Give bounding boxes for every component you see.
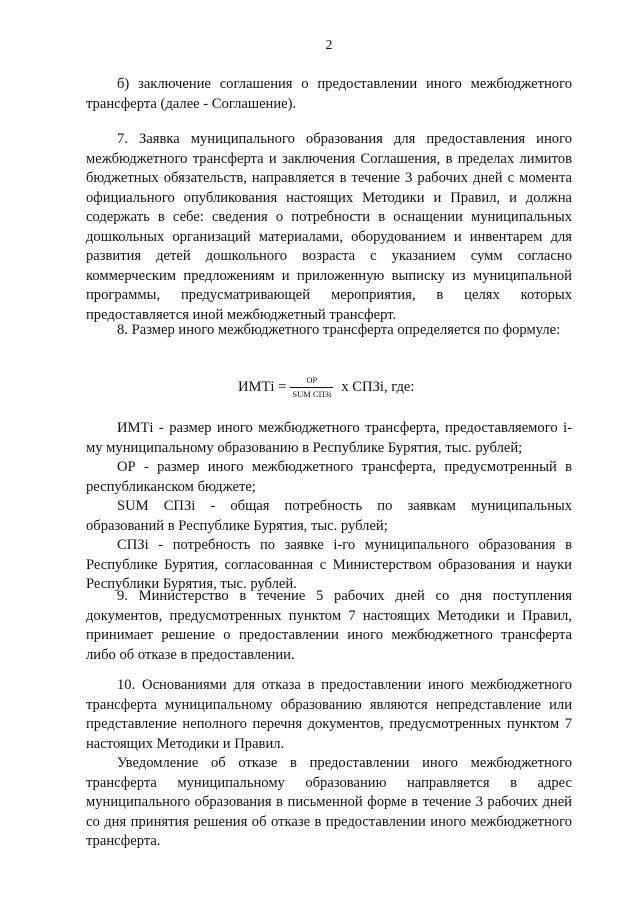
definition-spzi: СПЗi - потребность по заявке i-го муниципального образования в Республике Бурятия, согласованная с Министерством образования и науки Республики Бурятия, тыс. рублей. <box>86 537 572 592</box>
formula <box>238 365 414 409</box>
formula-denominator: SUM СПЗi <box>292 388 332 399</box>
clause-7-paragraph: 7. Заявка муниципального образования для предоставления иного межбюджетного трансферта и заключения Соглашения, в пределах лимитов бюджетных обязательств, направляется в течение 3 рабочих дней с момента официального опубликования настоящих Методики и Правил, и должна содержать в себе: сведения о потребности в оснащении муниципальных дошкольных организаций материалами, оборудованием и инвентарем для развития детей дошкольного возраста с указанием сумм согласно коммерческим предложениям и приложенную выписку из муниципальной программы, предусматривающей мероприятия, в целях которых предоставляется иной межбюджетный трансферт. <box>86 131 572 323</box>
item-b-paragraph: б) заключение соглашения о предоставлении иного межбюджетного трансферта (далее - Соглашение). <box>86 76 572 112</box>
clause-10-notice-paragraph: Уведомление об отказе в предоставлении иного межбюджетного трансферта муниципальному образованию направляется в адрес муниципального образования в письменной форме в течение 3 рабочих дней со дня принятия решения об отказе в предоставлении иного межбюджетного трансферта. <box>86 755 572 849</box>
document-page <box>86 0 572 905</box>
formula-rhs: x СПЗi, где: <box>341 378 415 395</box>
fraction-bar <box>290 387 333 388</box>
formula-fraction <box>290 375 333 400</box>
clause-8-paragraph: 8. Размер иного межбюджетного трансферта определяется по формуле: <box>117 322 561 338</box>
definition-imti: ИМТi - размер иного межбюджетного трансферта, предоставляемого i-му муниципальному образованию в Республике Бурятия, тыс. рублей; <box>86 420 572 456</box>
clause-10-paragraph: 10. Основаниями для отказа в предоставлении иного межбюджетного трансферта муниципальному образованию являются непредставление или представление неполного перечня документов, предусмотренных пунктом 7 настоящих Методики и Правил. <box>86 677 572 752</box>
formula-numerator: ОР <box>306 374 318 385</box>
definition-or: ОР - размер иного межбюджетного трансферта, предусмотренный в республиканском бюджете; <box>86 459 572 495</box>
formula-lhs: ИМТi = <box>238 378 287 395</box>
definition-sum-spzi: SUM СПЗi - общая потребность по заявкам муниципальных образований в Республике Бурятия, тыс. рублей; <box>86 498 572 534</box>
clause-9-paragraph: 9. Министерство в течение 5 рабочих дней со дня поступления документов, предусмотренных пунктом 7 настоящих Методики и Правил, принимает решение о предоставлении иного межбюджетного трансферта либо об отказе в предоставлении. <box>86 588 572 663</box>
page-number: 2 <box>325 37 333 52</box>
